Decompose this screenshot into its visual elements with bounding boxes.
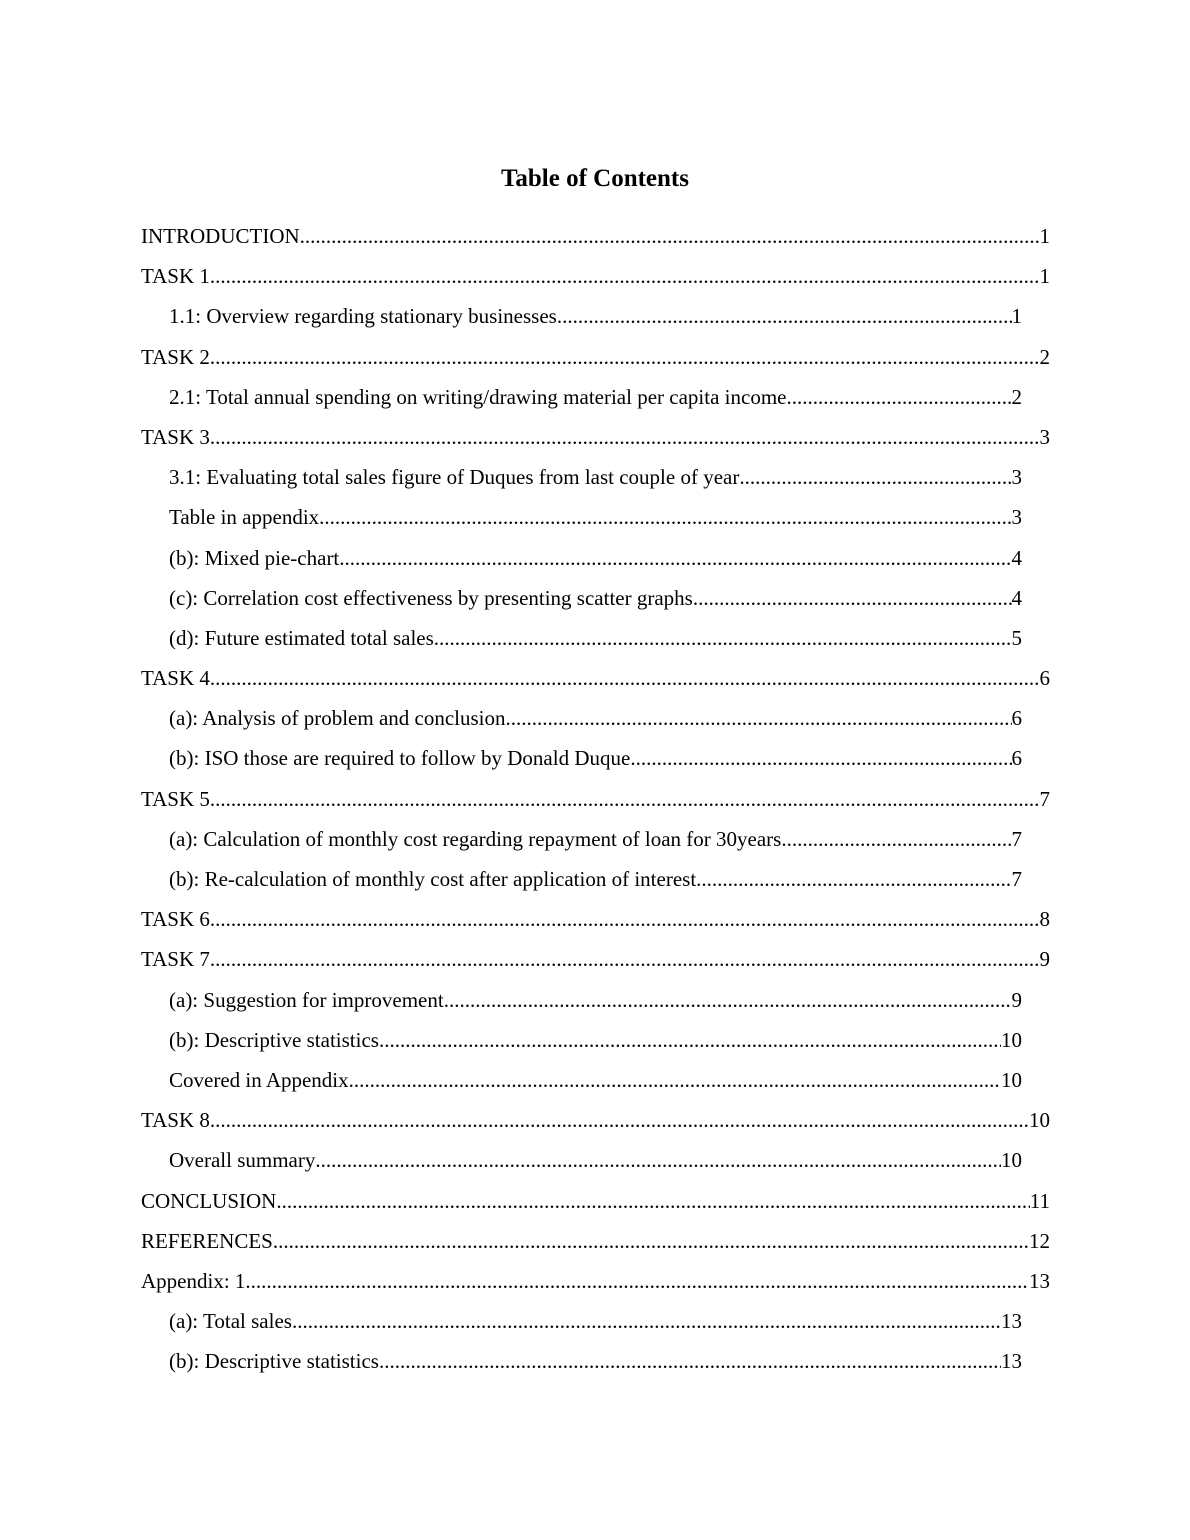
toc-entry-label: (b): ISO those are required to follow by Donald Duque [169,746,631,771]
toc-dot-leader [273,1221,1029,1261]
toc-entry-label: REFERENCES [141,1228,273,1253]
toc-entry-page-number: 3 [1039,424,1050,449]
toc-entry-label: CONCLUSION [141,1188,277,1213]
toc-dot-leader [379,1020,1001,1060]
toc-entry-page-number: 13 [1001,1349,1022,1374]
toc-entry-page-number: 2 [1039,344,1050,369]
toc-dot-leader [300,216,1040,256]
toc-entry-label: (d): Future estimated total sales [169,625,434,650]
toc-dot-leader [739,457,1011,497]
toc-dot-leader [245,1261,1029,1301]
toc-dot-leader [379,1341,1001,1381]
toc-entry-page-number: 8 [1039,907,1050,932]
toc-entry-20[interactable] [141,980,1022,1020]
toc-entry-15[interactable] [141,779,1050,819]
toc-entry-page-number: 1 [1011,304,1022,329]
toc-entry-label: (a): Total sales [169,1309,292,1334]
toc-entry-page-number: 3 [1011,465,1022,490]
toc-entry-18[interactable] [141,899,1050,939]
toc-entry-2[interactable] [141,256,1050,296]
toc-dot-leader [557,296,1012,336]
toc-entry-9[interactable] [141,538,1022,578]
toc-dot-leader [210,939,1040,979]
toc-entry-label: (b): Descriptive statistics [169,1027,379,1052]
toc-dot-leader [210,337,1040,377]
toc-entry-page-number: 1 [1039,224,1050,248]
page-title: Table of Contents [501,165,689,192]
toc-dot-leader [693,578,1012,618]
toc-entry-page-number: 6 [1011,746,1022,771]
toc-entry-label: (a): Calculation of monthly cost regarding repayment of loan for 30years [169,826,782,851]
toc-entry-label: (b): Re-calculation of monthly cost after application of interest [169,867,697,891]
toc-entry-label: Covered in Appendix [169,1067,349,1092]
toc-entry-page-number: 13 [1029,1268,1050,1293]
toc-dot-leader [319,497,1011,537]
toc-dot-leader [210,779,1040,819]
toc-dot-leader [210,256,1040,296]
toc-entry-page-number: 10 [1001,1067,1022,1092]
toc-entry-27[interactable] [141,1261,1050,1301]
toc-entry-19[interactable] [141,939,1050,979]
toc-entry-11[interactable] [141,618,1022,658]
toc-entry-28[interactable] [141,1301,1022,1341]
toc-dot-leader [292,1301,1001,1341]
toc-entry-page-number: 10 [1001,1027,1022,1052]
table-of-contents [141,216,1050,1381]
toc-entry-page-number: 9 [1039,947,1050,972]
toc-entry-page-number: 4 [1011,585,1022,610]
toc-entry-page-number: 1 [1039,264,1050,289]
toc-dot-leader [434,618,1012,658]
toc-entry-page-number: 11 [1029,1188,1050,1213]
toc-dot-leader [210,658,1040,698]
toc-entry-label: (a): Analysis of problem and conclusion [169,706,506,731]
toc-dot-leader [210,417,1040,457]
toc-entry-12[interactable] [141,658,1050,698]
toc-entry-page-number: 12 [1029,1228,1050,1253]
toc-entry-22[interactable] [141,1060,1022,1100]
toc-entry-label: TASK 4 [141,666,210,691]
toc-dot-leader [630,738,1011,778]
toc-entry-page-number: 10 [1001,1148,1022,1173]
toc-entry-label: INTRODUCTION [141,224,300,248]
toc-entry-14[interactable] [141,738,1022,778]
toc-entry-8[interactable] [141,497,1022,537]
toc-dot-leader [786,377,1011,417]
toc-entry-17[interactable] [141,859,1022,899]
toc-entry-label: TASK 1 [141,264,210,289]
toc-dot-leader [276,1181,1029,1221]
toc-entry-page-number: 3 [1011,505,1022,530]
toc-entry-6[interactable] [141,417,1050,457]
toc-entry-page-number: 13 [1001,1309,1022,1334]
toc-entry-29[interactable] [141,1341,1022,1381]
toc-entry-label: TASK 3 [141,424,210,449]
toc-dot-leader [315,1140,1001,1180]
toc-entry-16[interactable] [141,819,1022,859]
toc-entry-label: Overall summary [169,1148,316,1173]
toc-dot-leader [210,899,1040,939]
toc-dot-leader [781,819,1011,859]
toc-entry-page-number: 7 [1039,786,1050,811]
toc-entry-4[interactable] [141,337,1050,377]
toc-entry-label: TASK 8 [141,1108,210,1133]
toc-dot-leader [444,980,1012,1020]
toc-entry-3[interactable] [141,296,1022,336]
toc-entry-label: (b): Descriptive statistics [169,1349,379,1374]
toc-entry-label: TASK 2 [141,344,210,369]
toc-entry-24[interactable] [141,1140,1022,1180]
toc-entry-page-number: 9 [1011,987,1022,1012]
toc-entry-label: 3.1: Evaluating total sales figure of Duques from last couple of year [169,465,740,490]
toc-entry-label: (c): Correlation cost effectiveness by presenting scatter graphs [169,585,693,610]
toc-entry-7[interactable] [141,457,1022,497]
toc-entry-page-number: 6 [1011,706,1022,731]
toc-entry-page-number: 5 [1011,625,1022,650]
toc-entry-label: Table in appendix [169,505,320,530]
toc-entry-label: 1.1: Overview regarding stationary businesses [169,304,557,329]
toc-entry-page-number: 4 [1011,545,1022,570]
toc-entry-page-number: 6 [1039,666,1050,691]
toc-entry-13[interactable] [141,698,1022,738]
toc-entry-10[interactable] [141,578,1022,618]
toc-dot-leader [506,698,1012,738]
toc-dot-leader [696,859,1011,899]
toc-entry-1[interactable] [141,216,1050,256]
toc-entry-label: TASK 5 [141,786,210,811]
toc-entry-5[interactable] [141,377,1022,417]
toc-entry-label: (a): Suggestion for improvement [169,987,444,1012]
toc-entry-label: TASK 6 [141,907,210,932]
toc-entry-page-number: 7 [1011,867,1022,891]
toc-dot-leader [349,1060,1001,1100]
toc-entry-label: 2.1: Total annual spending on writing/drawing material per capita income [169,384,787,409]
toc-entry-25[interactable] [141,1181,1050,1221]
toc-dot-leader [339,538,1011,578]
toc-entry-26[interactable] [141,1221,1050,1261]
toc-entry-23[interactable] [141,1100,1050,1140]
toc-entry-page-number: 7 [1011,826,1022,851]
toc-entry-page-number: 10 [1029,1108,1050,1133]
toc-entry-label: Appendix: 1 [141,1268,246,1293]
toc-entry-label: TASK 7 [141,947,210,972]
toc-dot-leader [210,1100,1029,1140]
toc-entry-21[interactable] [141,1020,1022,1060]
toc-entry-page-number: 2 [1011,384,1022,409]
toc-entry-label: (b): Mixed pie-chart [169,545,340,570]
